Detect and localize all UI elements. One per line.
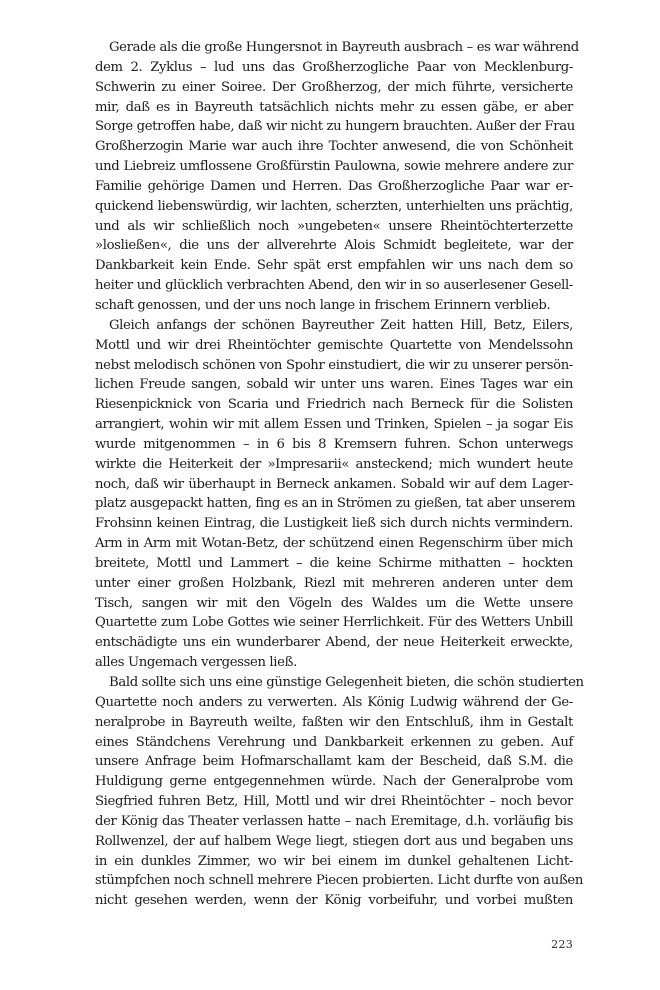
text-line: quickend liebenswürdig, wir lachten, scherzten, unterhielten uns prächtig, — [95, 198, 573, 214]
text-line: lichen Freude sangen, sobald wir unter uns waren. Eines Tages war ein — [95, 377, 573, 393]
text-line: alles Ungemach vergessen ließ. — [95, 655, 297, 671]
text-line: Sorge getroffen habe, daß wir nicht zu hungern brauchten. Außer der Frau — [95, 119, 575, 135]
text-line: Riesenpicknick von Scaria und Friedrich nach Berneck für die Solisten — [95, 397, 573, 413]
text-line: dem 2. Zyklus – lud uns das Großherzogliche Paar von Mecklenburg- — [95, 59, 573, 75]
text-line: entschädigte uns ein wunderbarer Abend, der neue Heiterkeit erweckte, — [95, 635, 573, 651]
text-line: wurde mitgenommen – in 6 bis 8 Kremsern fuhren. Schon unterwegs — [95, 436, 573, 452]
text-line: Mottl und wir drei Rheintöchter gemischte Quartette von Mendelssohn — [95, 337, 573, 353]
text-line: arrangiert, wohin wir mit allem Essen und Trinken, Spielen – ja sogar Eis — [95, 417, 573, 433]
text-line: Arm in Arm mit Wotan-Betz, der schützend einen Regenschirm über mich — [95, 536, 573, 552]
text-line: wirkte die Heiterkeit der »Impresarii« ansteckend; mich wundert heute — [95, 456, 573, 472]
text-line: Großherzogin Marie war auch ihre Tochter anwesend, die von Schönheit — [95, 139, 573, 155]
text-line: schaft genossen, und der uns noch lange in frischem Erinnern verblieb. — [95, 297, 551, 313]
text-line: noch, daß wir überhaupt in Berneck ankamen. Sobald wir auf dem Lager- — [95, 476, 573, 492]
text-line: unter einer großen Holzbank, Riezl mit mehreren anderen unter dem — [95, 575, 573, 591]
text-line: neralprobe in Bayreuth weilte, faßten wir den Entschluß, ihm in Gestalt — [95, 714, 573, 730]
text-line: breitete, Mottl und Lammert – die keine Schirme mithatten – hockten — [95, 555, 573, 571]
body-text — [95, 38, 584, 911]
text-line: Dankbarkeit kein Ende. Sehr spät erst empfahlen wir uns nach dem so — [95, 258, 573, 274]
text-line: Huldigung gerne entgegennehmen würde. Nach der Generalprobe vom — [95, 774, 573, 790]
text-line: Gerade als die große Hungersnot in Bayreuth ausbrach – es war während — [109, 40, 579, 55]
paragraph-2 — [95, 316, 576, 673]
text-line: und Liebreiz umflossene Großfürstin Paulowna, sowie mehrere andere zur — [95, 159, 573, 175]
text-line: Bald sollte sich uns eine günstige Gelegenheit bieten, die schön studierten — [109, 675, 584, 690]
text-line: der König das Theater verlassen hatte – nach Eremitage, d.h. vorläufig bis — [95, 813, 573, 829]
paragraph-1 — [95, 38, 579, 316]
text-line: Frohsinn keinen Eintrag, die Lustigkeit ließ sich durch nichts vermindern. — [95, 516, 573, 532]
text-line: Familie gehörige Damen und Herren. Das Großherzogliche Paar war er- — [95, 178, 573, 194]
text-line: nebst melodisch schönen von Spohr einstudiert, die wir zu unserer persön- — [95, 357, 573, 373]
text-line: Gleich anfangs der schönen Bayreuther Zeit hatten Hill, Betz, Eilers, — [109, 317, 573, 333]
text-line: heiter und glücklich verbrachten Abend, den wir in so auserlesener Gesell- — [95, 278, 573, 294]
paragraph-3 — [95, 673, 584, 911]
text-line: eines Ständchens Verehrung und Dankbarkeit erkennen zu geben. Auf — [95, 734, 573, 750]
text-line: Schwerin zu einer Soiree. Der Großherzog, der mich führte, versicherte — [95, 79, 573, 95]
text-line: stümpfchen noch schnell mehrere Piecen probierten. Licht durfte von außen — [95, 873, 583, 889]
text-line: Quartette noch anders zu verwerten. Als König Ludwig während der Ge- — [95, 694, 573, 710]
text-line: Siegfried fuhren Betz, Hill, Mottl und wir drei Rheintöchter – noch bevor — [95, 794, 573, 810]
text-line: in ein dunkles Zimmer, wo wir bei einem im dunkel gehaltenen Licht- — [95, 853, 573, 869]
text-line: Tisch, sangen wir mit den Vögeln des Waldes um die Wette unsere — [95, 595, 573, 611]
text-line: Quartette zum Lobe Gottes wie seiner Herrlichkeit. Für des Wetters Unbill — [95, 615, 573, 631]
text-line: und als wir schließlich noch »ungebeten« unsere Rheintöchterterzette — [95, 218, 573, 234]
text-line: »losließen«, die uns der allverehrte Alois Schmidt begleitete, war der — [95, 238, 573, 254]
text-line: nicht gesehen werden, wenn der König vorbeifuhr, und vorbei mußten — [95, 893, 573, 909]
text-line: mir, daß es in Bayreuth tatsächlich nichts mehr zu essen gäbe, er aber — [95, 99, 573, 115]
text-line: unsere Anfrage beim Hofmarschallamt kam der Bescheid, daß S.M. die — [95, 754, 573, 770]
page-number: 223 — [551, 938, 573, 951]
text-line: Rollwenzel, der auf halbem Wege liegt, stiegen dort aus und begaben uns — [95, 833, 573, 849]
text-line: platz ausgepackt hatten, fing es an in Strömen zu gießen, tat aber unserem — [95, 496, 576, 512]
